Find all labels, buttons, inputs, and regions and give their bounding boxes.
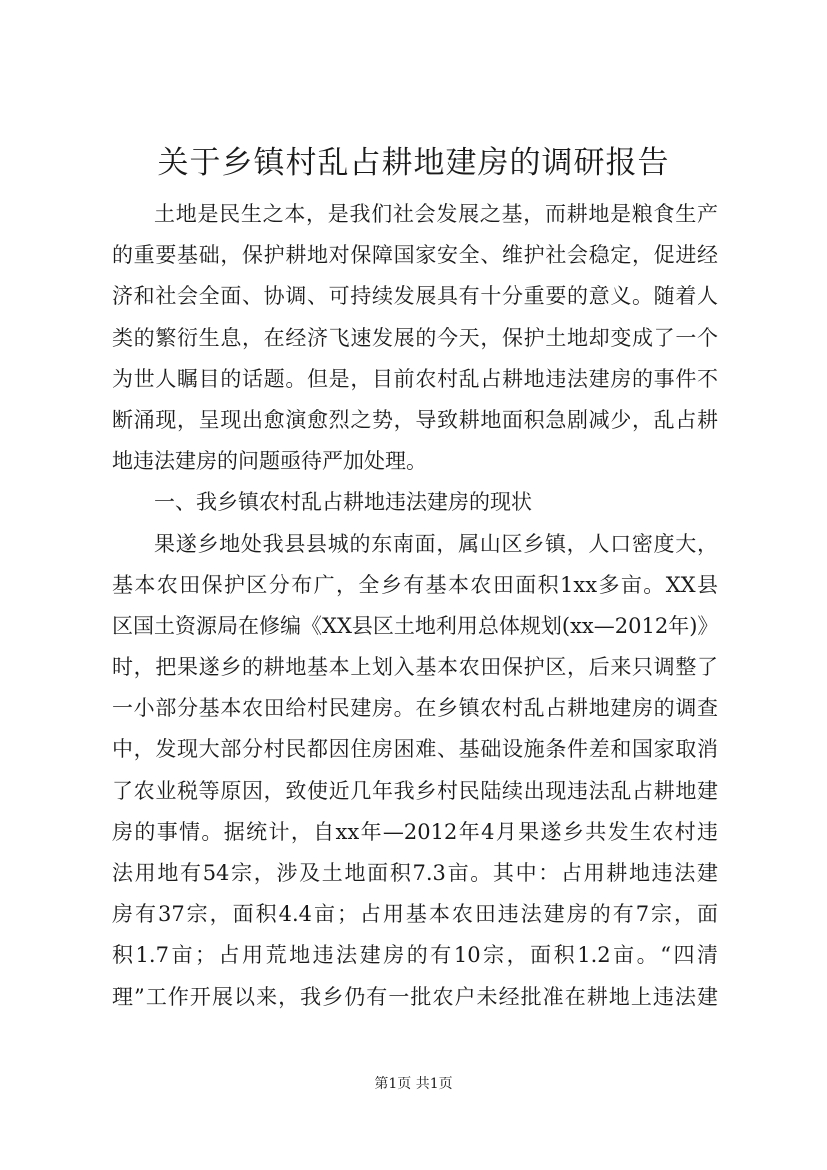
text-line: 地违法建房的问题亟待严加处理。	[112, 449, 427, 474]
document-body	[112, 194, 718, 1018]
section-heading-text: 一、我乡镇农村乱占耕地违法建房的现状	[154, 490, 532, 515]
text-line: 法用地有54宗，涉及土地面积7.3亩。其中：占用耕地违法建	[112, 861, 718, 885]
text-line: 房有37宗，面积4.4亩；占用基本农田违法建房的有7宗，面	[112, 902, 718, 927]
section-heading	[112, 482, 718, 523]
text-line: 果遂乡地处我县县城的东南面，属山区乡镇，人口密度大，	[154, 531, 718, 556]
paragraph-status	[112, 524, 718, 1018]
text-line: 基本农田保护区分布广，全乡有基本农田面积1xx多亩。XX县	[112, 572, 718, 597]
page-footer: 第1页 共1页	[374, 1076, 453, 1092]
text-line: 类的繁衍生息，在经济飞速发展的今天，保护土地却变成了一个	[112, 325, 718, 350]
paragraph-intro	[112, 194, 718, 482]
text-line: 土地是民生之本，是我们社会发展之基，而耕地是粮食生产	[154, 202, 718, 226]
text-line: 断涌现，呈现出愈演愈烈之势，导致耕地面积急剧减少，乱占耕	[112, 407, 718, 432]
text-line: 房的事情。据统计，自xx年—2012年4月果遂乡共发生农村违	[112, 819, 718, 844]
text-line: 时，把果遂乡的耕地基本上划入基本农田保护区，后来只调整了	[112, 655, 718, 680]
text-line: 理”工作开展以来，我乡仍有一批农户未经批准在耕地上违法建	[112, 984, 718, 1009]
text-line: 一小部分基本农田给村民建房。在乡镇农村乱占耕地建房的调查	[112, 696, 718, 721]
text-line: 为世人瞩目的话题。但是，目前农村乱占耕地违法建房的事件不	[112, 366, 718, 391]
text-line: 了农业税等原因，致使近几年我乡村民陆续出现违法乱占耕地建	[112, 778, 718, 803]
text-line: 的重要基础，保护耕地对保障国家安全、维护社会稳定，促进经	[112, 243, 718, 268]
text-line: 中，发现大部分村民都因住房困难、基础设施条件差和国家取消	[112, 737, 718, 762]
document-title: 关于乡镇村乱占耕地建房的调研报告	[157, 145, 670, 181]
text-line: 积1.7亩；占用荒地违法建房的有10宗，面积1.2亩。“四清	[112, 943, 718, 968]
text-line: 区国土资源局在修编《XX县区土地利用总体规划(xx—2012年)》	[112, 613, 719, 638]
text-line: 济和社会全面、协调、可持续发展具有十分重要的意义。随着人	[112, 284, 718, 309]
